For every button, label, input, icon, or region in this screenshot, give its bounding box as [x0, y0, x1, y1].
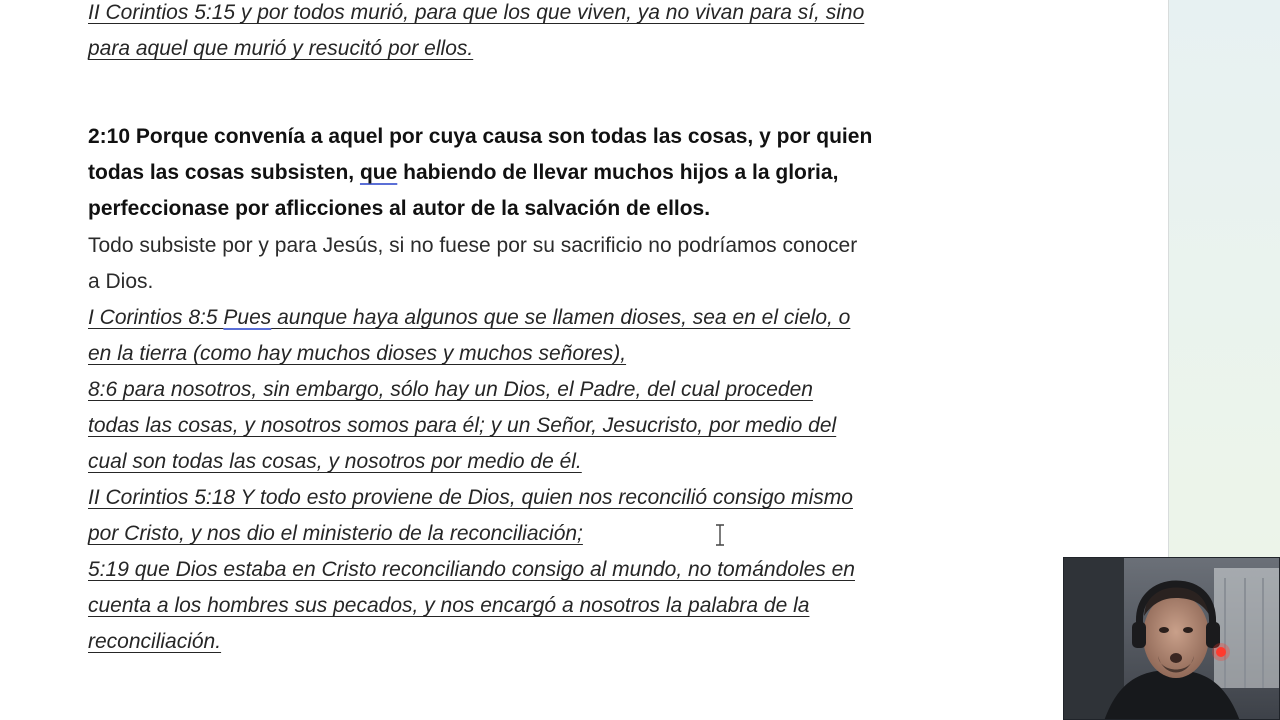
text-line — [88, 155, 998, 191]
text-line: cual son todas las cosas, y nosotros por medio de él. — [88, 450, 582, 473]
text-line: 5:19 que Dios estaba en Cristo reconciliando consigo al mundo, no tomándoles en — [88, 558, 855, 581]
text-line: cuenta a los hombres sus pecados, y nos encargó a nosotros la palabra de la — [88, 594, 810, 617]
text-line: II Corintios 5:18 Y todo esto proviene de Dios, quien nos reconcilió consigo mismo — [88, 486, 853, 509]
text-line: perfeccionase por aflicciones al autor de la salvación de ellos. — [88, 197, 711, 220]
paragraph-1cor-8-5 — [88, 300, 998, 372]
text-fragment: aunque haya algunos que se llamen dioses, sea en el cielo, o — [271, 306, 851, 329]
webcam-overlay — [1063, 557, 1280, 720]
text-line — [88, 300, 998, 336]
text-line: 2:10 Porque convenía a aquel por cuya causa son todas las cosas, y por quien — [88, 125, 873, 148]
text-line: todas las cosas, y nosotros somos para él; y un Señor, Jesucristo, por medio del — [88, 414, 837, 437]
paragraph-1cor-8-6 — [88, 372, 998, 480]
text-fragment: todas las cosas subsisten, — [88, 161, 360, 184]
text-line: a Dios. — [88, 270, 154, 293]
webcam-person-image — [1064, 558, 1280, 720]
text-line: 8:6 para nosotros, sin embargo, sólo hay un Dios, el Padre, del cual proceden — [88, 378, 813, 401]
text-line: II Corintios 5:15 y por todos murió, para que los que viven, ya no vivan para sí, sino — [88, 1, 865, 24]
spellcheck-flagged-word[interactable]: Pues — [223, 306, 272, 329]
text-fragment: I Corintios 8:5 — [88, 306, 224, 329]
text-line: por Cristo, y nos dio el ministerio de la reconciliación; — [88, 522, 583, 545]
paragraph-hebrews-2-10 — [88, 119, 998, 227]
text-line: para aquel que murió y resucitó por ellos. — [88, 37, 474, 60]
text-line: reconciliación. — [88, 630, 222, 653]
paragraph-2cor-5-19 — [88, 552, 998, 660]
paragraph-comment — [88, 228, 998, 300]
paragraph-2cor-5-18 — [88, 480, 998, 552]
text-fragment: habiendo de llevar muchos hijos a la gloria, — [397, 161, 839, 184]
spellcheck-flagged-word[interactable]: que — [359, 161, 398, 184]
text-line: Todo subsiste por y para Jesús, si no fuese por su sacrificio no podríamos conocer — [88, 234, 858, 257]
paragraph-2cor-5-15 — [88, 0, 998, 67]
text-cursor-icon — [714, 524, 726, 546]
text-line: en la tierra (como hay muchos dioses y muchos señores), — [88, 342, 627, 365]
